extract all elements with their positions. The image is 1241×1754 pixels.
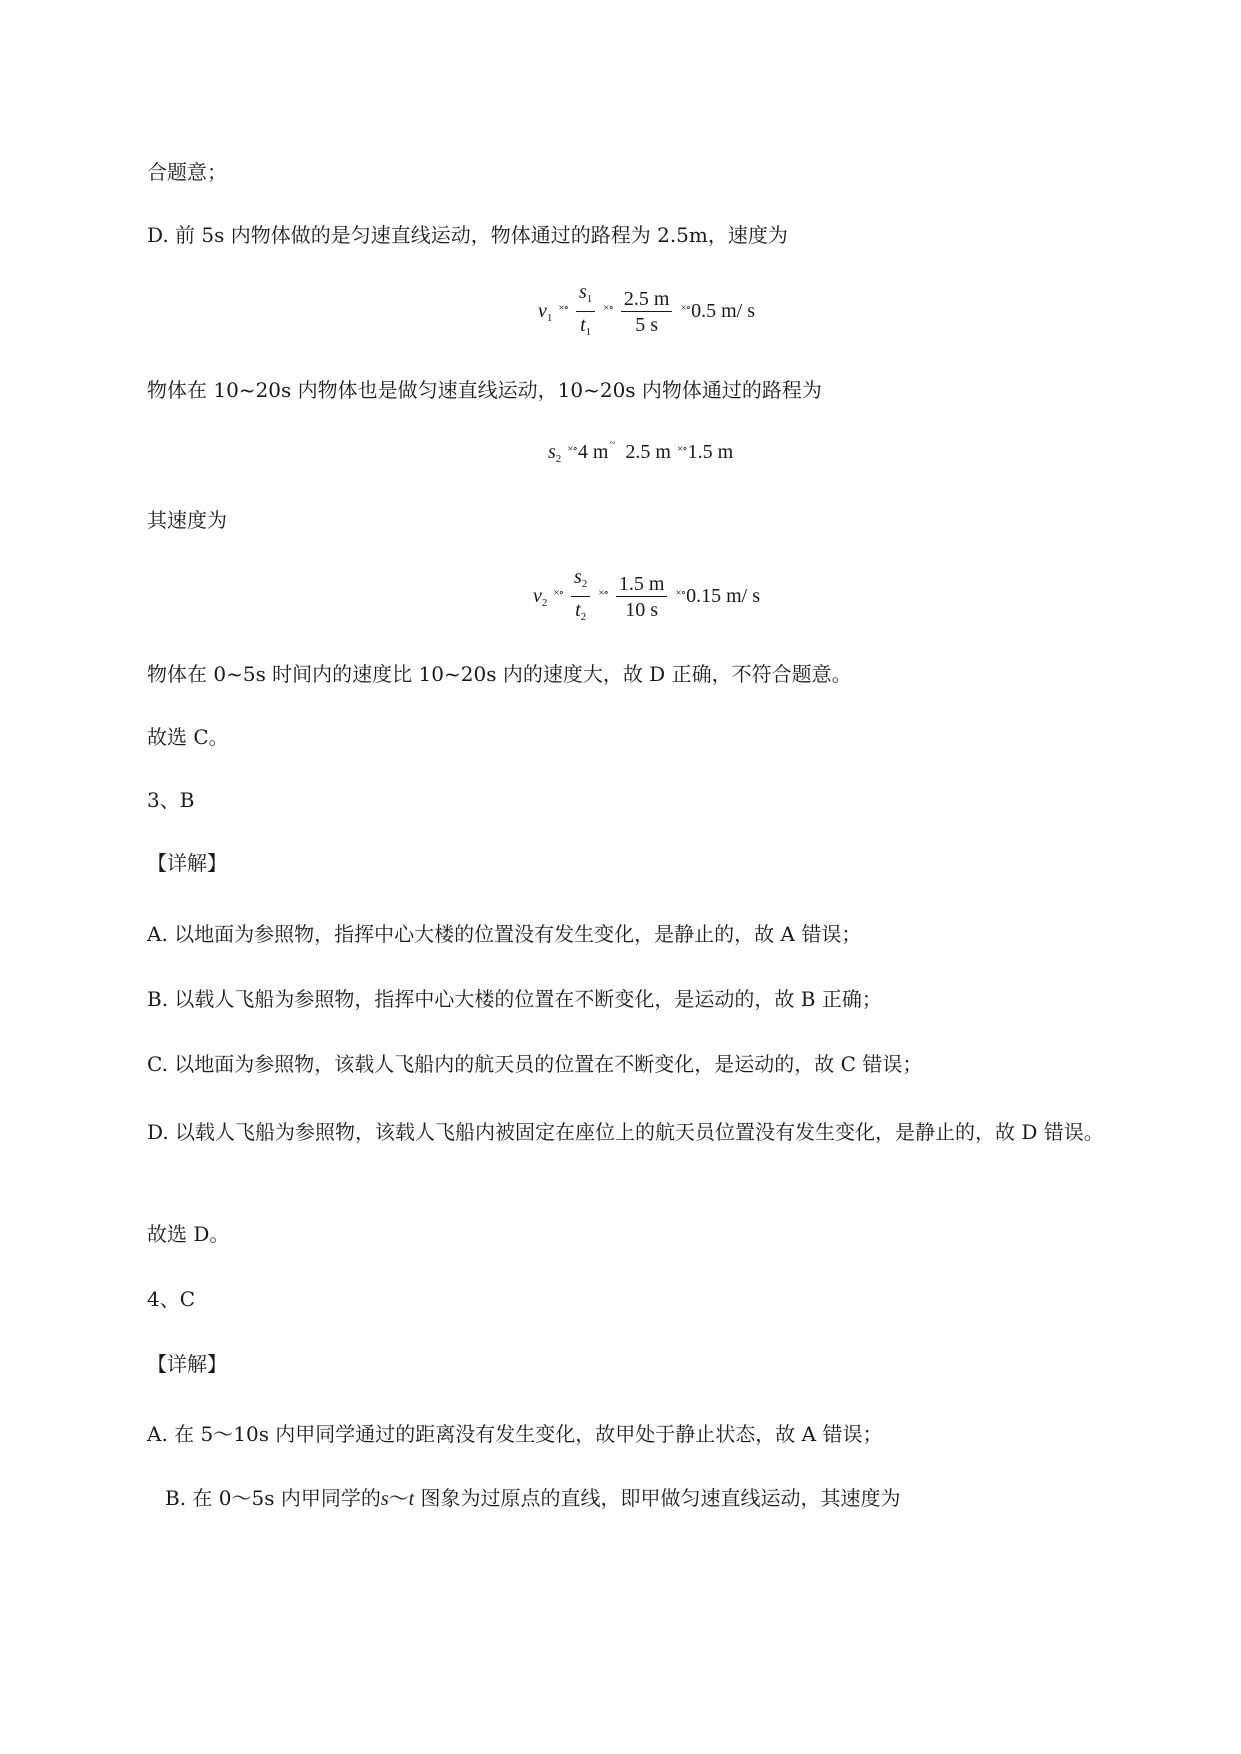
paragraph-1: 合题意； <box>147 160 227 184</box>
formula-v2-frac2: $\frac{1.5 m}{10 s}$ <box>616 572 668 623</box>
paragraph-6: 故选 C。 <box>147 725 229 749</box>
paragraph-5: 物体在 0~5s 时间内的速度比 10~20s 内的速度大，故 D 正确，不符合题意。 <box>147 662 852 686</box>
paragraph-9: A. 以地面为参照物，指挥中心大楼的位置没有发生变化，是静止的，故 A 错误； <box>147 922 862 946</box>
formula-v2: $v_2$ ×∘ $\frac{s_2}{t_2}$ ×∘ $\frac{1.5 m}{10 s}$ ×∘0.15 m/ s <box>533 565 760 630</box>
paragraph-13: 故选 D。 <box>147 1222 230 1246</box>
formula-v2-frac1: $\frac{s_2}{t_2}$ <box>571 565 590 630</box>
paragraph-12: D. 以载人飞船为参照物，该载人飞船内被固定在座位上的航天员位置没有发生变化，是静止的，故 D 错误。 <box>147 1120 1104 1144</box>
formula-v1-lhs: v <box>538 300 547 323</box>
paragraph-4: 其速度为 <box>147 508 227 532</box>
answer-3-heading: 3、B <box>147 788 195 812</box>
paragraph-17: B. 在 0～5s 内甲同学的s～t 图象为过原点的直线，即甲做匀速直线运动，其速度为 <box>165 1486 901 1510</box>
detail-heading-3: 【详解】 <box>147 851 227 875</box>
paragraph-3: 物体在 10~20s 内物体也是做匀速直线运动，10~20s 内物体通过的路程为 <box>147 378 822 402</box>
formula-v1-frac2: $\frac{2.5 m}{5 s}$ <box>621 287 673 338</box>
formula-v1-result: 0.5 m/ s <box>691 300 755 323</box>
formula-v1-frac1: $\frac{s_1}{t_1}$ <box>576 280 595 345</box>
paragraph-10: B. 以载人飞船为参照物，指挥中心大楼的位置在不断变化，是运动的，故 B 正确； <box>147 987 882 1011</box>
answer-4-heading: 4、C <box>147 1287 196 1311</box>
paragraph-16: A. 在 5～10s 内甲同学通过的距离没有发生变化，故甲处于静止状态，故 A 错误； <box>147 1422 883 1446</box>
detail-heading-4: 【详解】 <box>147 1352 227 1376</box>
paragraph-2: D. 前 5s 内物体做的是匀速直线运动，物体通过的路程为 2.5m，速度为 <box>147 223 788 247</box>
formula-v2-result: 0.15 m/ s <box>686 585 760 608</box>
formula-v1: $v_1$ ×∘ $\frac{s_1}{t_1}$ ×∘ $\frac{2.5 m}{5 s}$ ×∘0.5 m/ s <box>538 280 755 345</box>
formula-s2-result: 1.5 m <box>687 441 734 463</box>
formula-s2: $s_2$ ×∘4 m~ 2.5 m ×∘1.5 m <box>548 437 734 465</box>
paragraph-11: C. 以地面为参照物，该载人飞船内的航天员的位置在不断变化，是运动的，故 C 错误； <box>147 1052 923 1076</box>
